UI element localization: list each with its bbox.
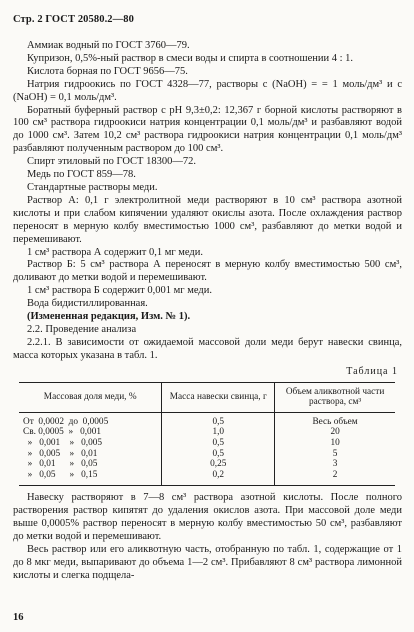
column-header: Масса навески свинца, г (162, 382, 275, 412)
paragraph: Стандартные растворы меди. (27, 181, 158, 193)
table-caption: Таблица 1 (346, 365, 398, 377)
table-cell: От 0,0002 до 0,0005 (23, 416, 109, 427)
paragraph: Раствор Б: 5 см³ раствора А переносят в мерную колбу вместимостью 500 см³, доливают до метки водой и перемешивают. (13, 259, 402, 284)
revision-note: (Измененная редакция, Изм. № 1). (27, 311, 191, 323)
paragraph: Кислота борная по ГОСТ 9656—75. (27, 65, 188, 77)
section-text: 2.2.1. В зависимости от ожидаемой массовой доли меди берут навески свинца, масса которых указана в табл. 1. (13, 336, 402, 361)
table-cell: » 0,005 » 0,01 (23, 448, 98, 459)
table-cell: 20 (275, 427, 395, 438)
paragraph: Весь раствор или его аликвотную часть, отобранную по табл. 1, содержащие от 1 до 8 мкг меди, выпаривают до объема 1—2 см³. Прибавляют 8 см³ раствора лимонной кислоты и слегка подщела- (13, 543, 402, 581)
paragraph: Спирт этиловый по ГОСТ 18300—72. (27, 156, 196, 168)
paragraph: Натрия гидроокись по ГОСТ 4328—77, растворы с (NaOH) = = 1 моль/дм³ и с (NaOH) = 0,1 моль/дм³. (13, 78, 402, 103)
table-cell: 0,5 (162, 412, 275, 427)
table-cell: » 0,001 » 0,005 (23, 437, 103, 448)
table-cell: 0,2 (162, 470, 275, 486)
table-cell: 0,5 (162, 438, 275, 449)
paragraph: Аммиак водный по ГОСТ 3760—79. (27, 40, 190, 51)
table-row (19, 427, 395, 438)
page-number: 16 (13, 612, 24, 623)
paragraph: Купризон, 0,5%-ный раствор в смеси воды и спирта в соотношении 4 : 1. (27, 52, 354, 64)
table-cell: » 0,05 » 0,15 (19, 470, 162, 486)
section-heading: 2.2. Проведение анализа (27, 323, 137, 335)
table-cell: 0,25 (162, 459, 275, 470)
table-row (19, 449, 395, 460)
paragraph: 1 см³ раствора А содержит 0,1 мг меди. (27, 246, 204, 258)
table-cell: » 0,01 » 0,05 (23, 459, 98, 470)
paragraph: Медь по ГОСТ 859—78. (27, 169, 136, 181)
table-cell: 10 (275, 438, 395, 449)
table-row (19, 470, 395, 486)
table-cell: 2 (275, 470, 395, 486)
document-body (13, 40, 402, 583)
column-header: Массовая доля меди, % (19, 382, 162, 412)
paragraph: Раствор А: 0,1 г электролитной меди растворяют в 10 см³ раствора азотной кислоты и при слабом кипячении удаляют окислы азота. После охлаждения раствор переносят в мерную колбу вместимостью 1000 см³, разбавляют до метки водой и перемешивают. (13, 194, 402, 245)
table-cell: 3 (275, 459, 395, 470)
running-title: Стр. 2 ГОСТ 20580.2—80 (13, 14, 134, 25)
paragraph: 1 см³ раствора Б содержит 0,001 мг меди. (27, 285, 212, 297)
table-cell: 1,0 (162, 427, 275, 438)
table-row (19, 459, 395, 470)
table-cell: Весь объем (275, 412, 395, 427)
table-cell: 5 (275, 449, 395, 460)
paragraph: Боратный буферный раствор с pH 9,3±0,2: 12,367 г борной кислоты растворяют в 100 см³ раствора гидроокиси натрия концентрации 0,1 моль/дм³ и разбавляют водой до 1000 см³. Затем 10,2 см³ раствора гидроокиси натрия концентрации 0,1 моль/дм³ разбавляют полученным раствором до 100 см³. (13, 104, 402, 155)
table-row (19, 412, 395, 427)
table-row (19, 438, 395, 449)
table-cell: Св. 0,0005 » 0,001 (23, 427, 101, 438)
paragraph: Вода бидистиллированная. (27, 298, 148, 310)
data-table (19, 382, 395, 487)
table-header-row (19, 382, 395, 412)
column-header: Объем аликвотной части раствора, см³ (275, 382, 395, 412)
table-cell: 0,5 (162, 449, 275, 460)
paragraph: Навеску растворяют в 7—8 см³ раствора азотной кислоты. После полного растворения раствор кипятят до удаления окислов азота. При массовой доле меди выше 0,0005% раствор переносят в мерную колбу вместимостью 50 см³, разбавляют до метки водой и перемешивают. (13, 492, 402, 543)
